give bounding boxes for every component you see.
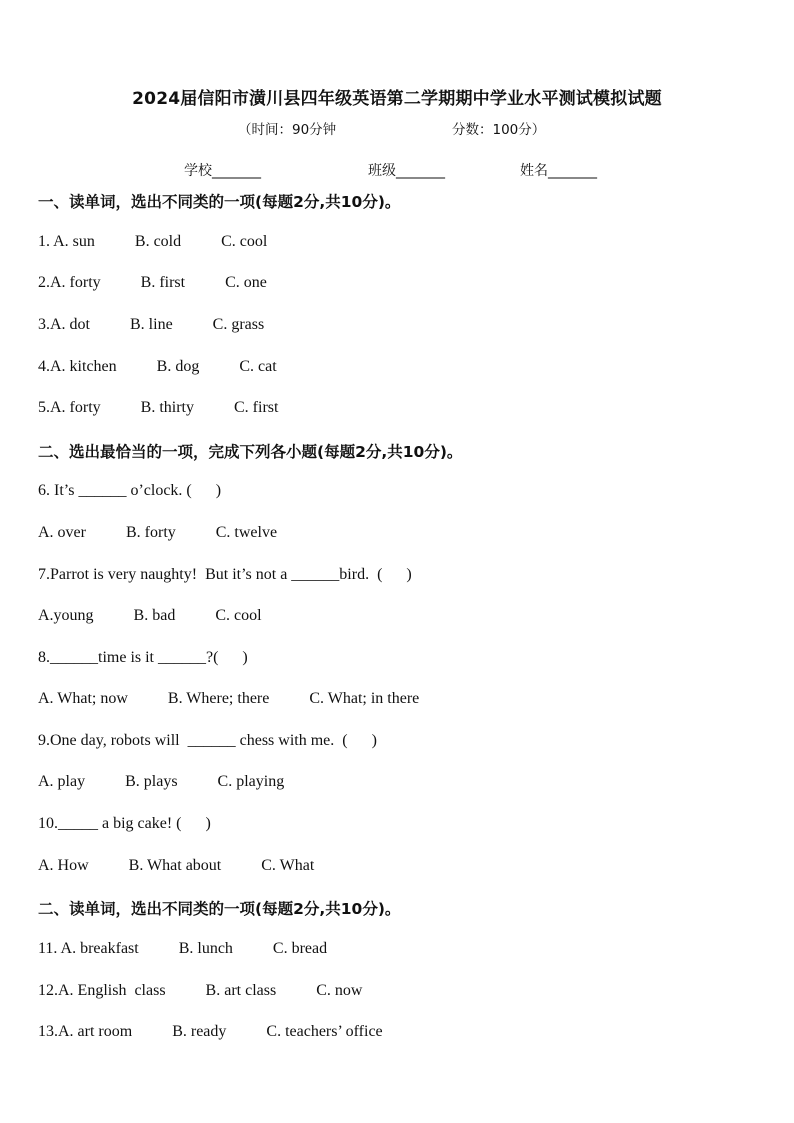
section-heading-1: 一、读单词，选出不同类的一项(每题2分,共10分)。	[38, 193, 401, 211]
question-11: 11. A. breakfast B. lunch C. bread	[38, 940, 328, 957]
question-13: 13.A. art room B. ready C. teachers’ office	[38, 1023, 383, 1040]
class-field: 班级_______	[368, 163, 445, 179]
page-title: 2024届信阳市潢川县四年级英语第二学期期中学业水平测试模拟试题	[132, 89, 662, 109]
name-field: 姓名_______	[520, 163, 597, 179]
question-8: 8.______time is it ______?( )	[38, 649, 248, 666]
question-1: 1. A. sun B. cold C. cool	[38, 233, 268, 250]
question-6: 6. It’s ______ o’clock. ( )	[38, 482, 222, 499]
question-9-options: A. play B. plays C. playing	[38, 773, 285, 790]
section-heading-3: 二、读单词，选出不同类的一项(每题2分,共10分)。	[38, 900, 401, 918]
question-4: 4.A. kitchen B. dog C. cat	[38, 358, 277, 375]
question-7-options: A.young B. bad C. cool	[38, 607, 262, 624]
question-12: 12.A. English class B. art class C. now	[38, 982, 363, 999]
question-8-options: A. What; now B. Where; there C. What; in there	[38, 690, 420, 707]
question-10: 10._____ a big cake! ( )	[38, 815, 211, 832]
exam-time: （时间：90分钟	[238, 122, 337, 138]
question-10-options: A. How B. What about C. What	[38, 857, 315, 874]
question-6-options: A. over B. forty C. twelve	[38, 524, 278, 541]
section-heading-2: 二、选出最恰当的一项，完成下列各小题(每题2分,共10分)。	[38, 443, 463, 461]
school-field: 学校_______	[184, 163, 261, 179]
exam-score: 分数：100分）	[452, 122, 546, 138]
question-5: 5.A. forty B. thirty C. first	[38, 399, 279, 416]
question-9: 9.One day, robots will ______ chess with me. ( )	[38, 732, 377, 749]
question-7: 7.Parrot is very naughty! But it’s not a ______bird. ( )	[38, 566, 412, 583]
question-2: 2.A. forty B. first C. one	[38, 274, 267, 291]
question-3: 3.A. dot B. line C. grass	[38, 316, 265, 333]
